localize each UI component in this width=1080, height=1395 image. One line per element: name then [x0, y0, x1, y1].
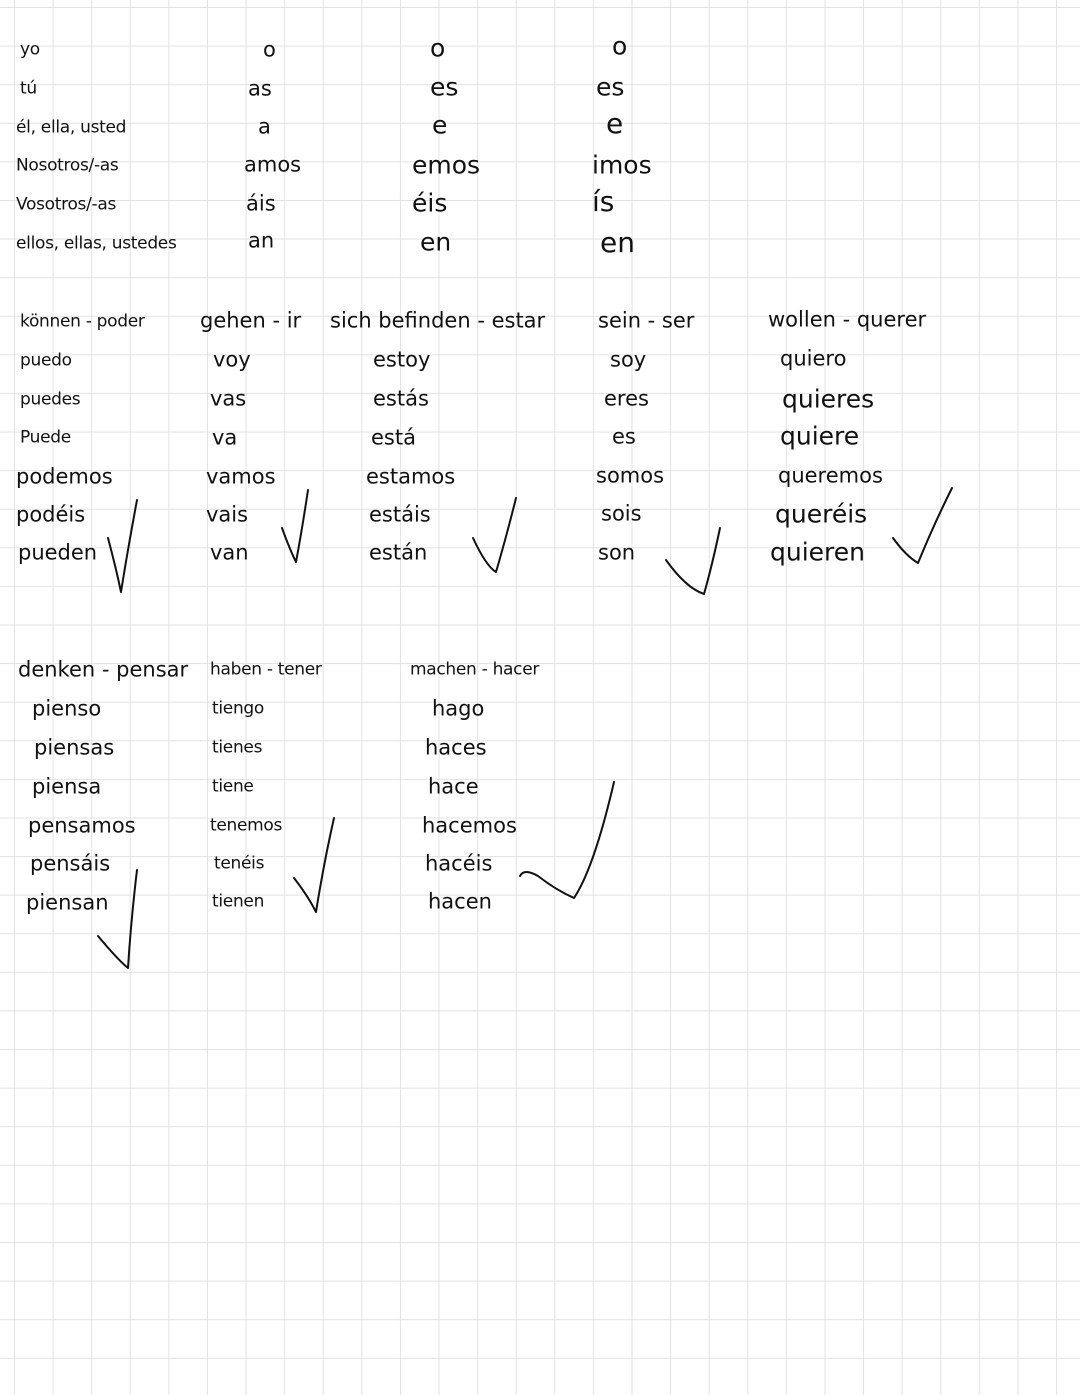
ending-ir: o	[612, 31, 628, 61]
verb-form: estamos	[366, 464, 456, 489]
verb-form: vas	[210, 386, 247, 411]
verb-title: gehen - ir	[200, 308, 302, 333]
ending-ir: e	[606, 107, 624, 140]
verb-form: piensan	[26, 890, 109, 915]
verb-title: wollen - querer	[768, 307, 927, 332]
verb-form: tiene	[212, 776, 254, 797]
checkmark-icon	[294, 818, 334, 912]
checkmark-icon	[893, 488, 952, 563]
verb-form: está	[371, 425, 416, 450]
verb-form: tiengo	[212, 698, 265, 719]
pronoun-label: Nosotros/-as	[16, 155, 119, 176]
verb-form: soy	[610, 347, 647, 372]
verb-form: queréis	[775, 499, 868, 529]
verb-form: queremos	[778, 463, 883, 488]
verb-form: hacen	[428, 889, 492, 914]
verb-form: piensa	[32, 774, 102, 799]
verb-form: haces	[425, 735, 487, 760]
verb-form: podemos	[16, 464, 113, 489]
verb-title: denken - pensar	[18, 657, 189, 682]
verb-title: können - poder	[20, 311, 145, 332]
verb-form: sois	[601, 501, 642, 526]
ending-ar: an	[248, 228, 275, 253]
pronoun-label: Vosotros/-as	[16, 194, 117, 215]
verb-form: va	[212, 425, 238, 450]
verb-form: hacéis	[425, 851, 493, 876]
ending-er: en	[420, 227, 452, 257]
verb-form: pienso	[32, 696, 102, 721]
ending-er: es	[430, 72, 459, 102]
verb-form: voy	[213, 347, 251, 372]
pronoun-label: yo	[20, 39, 40, 60]
checkmark-icon	[282, 490, 308, 562]
ending-ar: o	[263, 37, 276, 62]
verb-form: van	[210, 540, 249, 565]
ending-er: emos	[412, 150, 481, 180]
ending-ar: áis	[246, 191, 276, 216]
checkmark-icon	[108, 500, 137, 592]
verb-form: Puede	[20, 427, 71, 448]
verb-title: sich befinden - estar	[330, 308, 546, 333]
pronoun-label: ellos, ellas, ustedes	[16, 233, 177, 254]
ending-ar: a	[258, 114, 271, 139]
verb-form: hago	[432, 696, 485, 721]
pronoun-label: tú	[20, 78, 37, 99]
verb-form: podéis	[16, 502, 86, 527]
verb-form: tenemos	[210, 815, 283, 836]
verb-form: tienen	[212, 891, 265, 912]
verb-form: somos	[596, 463, 665, 488]
verb-form: son	[598, 540, 636, 565]
verb-form: vais	[206, 502, 249, 527]
verb-form: estoy	[373, 347, 431, 372]
verb-form: hace	[428, 774, 479, 799]
ending-ir: en	[600, 226, 635, 259]
verb-title: sein - ser	[598, 308, 695, 333]
ending-ir: ís	[592, 185, 615, 218]
verb-form: quiero	[780, 346, 847, 371]
pronoun-label: él, ella, usted	[16, 117, 127, 138]
ending-ir: imos	[592, 150, 652, 180]
verb-form: tenéis	[214, 853, 265, 874]
ending-ar: as	[248, 76, 272, 101]
verb-form: tienes	[212, 737, 263, 758]
verb-title: machen - hacer	[410, 659, 540, 680]
ending-er: e	[432, 110, 448, 140]
verb-title: haben - tener	[210, 659, 322, 680]
checkmark-icon	[666, 528, 720, 594]
verb-form: pueden	[18, 540, 98, 565]
verb-form: piensas	[34, 735, 115, 760]
verb-form: quiere	[780, 421, 860, 451]
verb-form: estáis	[369, 502, 431, 527]
verb-form: es	[612, 424, 636, 449]
verb-form: hacemos	[422, 813, 517, 838]
verb-form: puedo	[20, 350, 72, 371]
verb-form: puedes	[20, 389, 81, 410]
verb-form: pensáis	[30, 851, 111, 876]
checkmark-icon	[520, 782, 614, 898]
verb-form: vamos	[206, 464, 276, 489]
verb-form: eres	[604, 386, 649, 411]
checkmark-icon	[473, 498, 516, 572]
checkmark-icon	[98, 870, 137, 968]
verb-form: quieres	[782, 384, 875, 414]
ending-er: o	[430, 33, 446, 63]
verb-form: están	[369, 540, 428, 565]
ending-ir: es	[596, 72, 625, 102]
verb-form: estás	[373, 386, 429, 411]
ending-ar: amos	[244, 152, 302, 177]
verb-form: quieren	[770, 537, 865, 567]
verb-form: pensamos	[28, 813, 136, 838]
ending-er: éis	[412, 188, 448, 218]
